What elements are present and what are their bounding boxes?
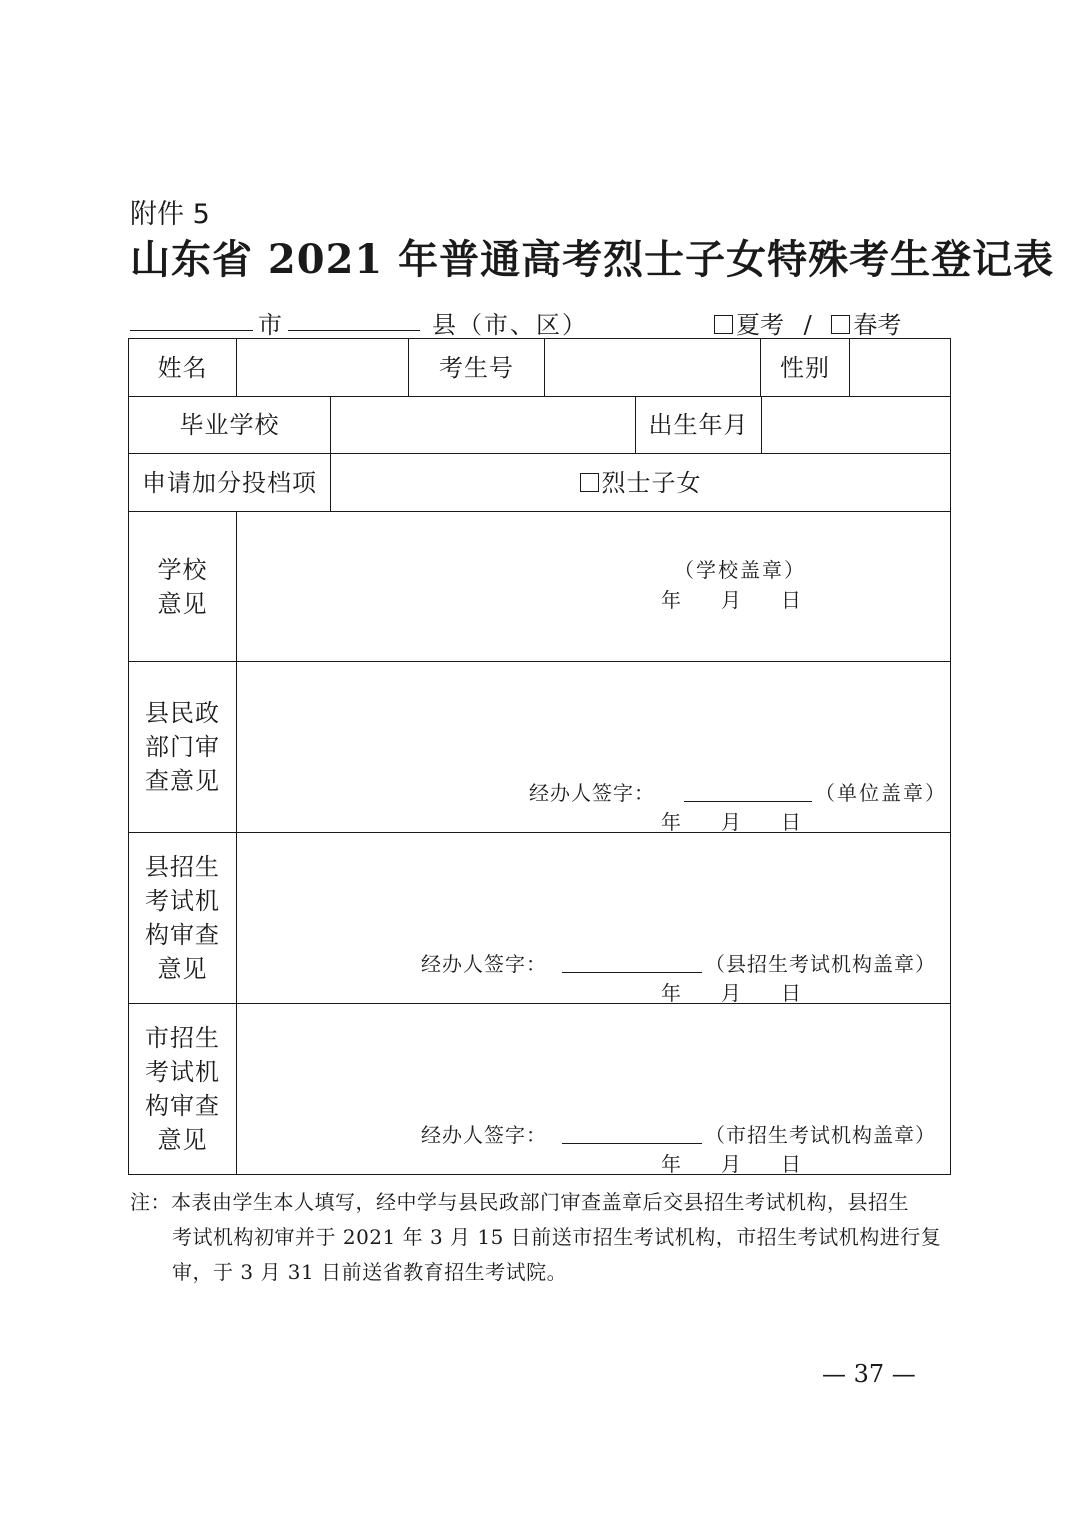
registration-form-table [128,338,951,1175]
row-divider [129,511,950,512]
exam-number-label: 考生号 [439,353,514,382]
school-opinion-label-line: 学校 [157,555,208,584]
county-exam-label-line: 意见 [157,955,208,983]
summer-exam-label: 夏考 [736,311,784,339]
county-exam-label-line: 构审查 [145,921,220,949]
row-divider [129,1003,950,1004]
county-label: 县（市、区） [432,311,588,339]
row-divider [129,661,950,662]
civil-affairs-seal-text: （单位盖章） [815,781,947,805]
school-opinion-label-line: 意见 [157,589,208,618]
civil-affairs-label-line: 县民政 [145,699,220,727]
exam-type-options [714,305,901,340]
city-exam-label-line: 构审查 [145,1092,220,1120]
martyr-children-checkbox[interactable] [580,473,599,492]
city-exam-opinion-label [129,1004,236,1174]
school-opinion-label [129,512,236,661]
county-exam-label-line: 考试机 [145,887,220,915]
city-blank[interactable] [130,330,253,331]
city-exam-signer-label: 经办人签字： [421,1123,547,1147]
city-exam-seal-text: （市招生考试机构盖章） [705,1123,936,1147]
name-field[interactable] [237,339,408,396]
civil-affairs-opinion-label [129,662,236,832]
birth-date-label: 出生年月 [648,411,749,439]
civil-affairs-date: 年 月 日 [661,810,801,834]
county-exam-label-line: 县招生 [145,853,220,881]
bonus-item-label: 申请加分投档项 [142,468,317,497]
note-line: 审，于 3 月 31 日前送省教育招生考试院。 [172,1260,568,1284]
city-exam-label-line: 意见 [157,1126,208,1154]
county-exam-signature-line[interactable] [562,972,702,973]
attachment-label: 附件 5 [130,199,210,230]
county-blank[interactable] [288,330,420,331]
school-seal-text: （学校盖章） [674,558,806,582]
gender-label: 性别 [780,353,830,382]
graduation-school-label: 毕业学校 [179,411,280,439]
birth-date-field[interactable] [762,397,950,453]
city-label: 市 [258,311,282,339]
county-exam-opinion-label [129,833,236,1003]
page-title: 山东省 2021 年普通高考烈士子女特殊考生登记表 [130,236,1055,283]
civil-affairs-label-line: 查意见 [145,767,220,795]
spring-exam-label: 春考 [853,311,902,339]
school-date: 年 月 日 [661,588,801,612]
civil-affairs-signature-line[interactable] [684,801,812,802]
graduation-school-field[interactable] [331,397,635,453]
gender-field[interactable] [850,339,950,396]
county-exam-signer-label: 经办人签字： [421,952,547,976]
row-divider [129,832,950,833]
civil-affairs-label-line: 部门审 [145,733,220,761]
name-label: 姓名 [157,353,208,382]
page-number: — 37 — [822,1360,916,1388]
county-exam-date: 年 月 日 [661,981,801,1005]
city-exam-signature-line[interactable] [562,1143,702,1144]
city-exam-label-line: 考试机 [145,1058,220,1086]
bonus-item-option [331,454,950,511]
col-divider [236,511,237,1174]
note-line: 考试机构初审并于 2021 年 3 月 15 日前送市招生考试机构，市招生考试机构进行复 [172,1225,942,1249]
county-exam-seal-text: （县招生考试机构盖章） [705,952,936,976]
martyr-children-label: 烈士子女 [601,468,702,497]
exam-number-field[interactable] [545,339,760,396]
city-exam-label-line: 市招生 [145,1024,220,1052]
city-exam-date: 年 月 日 [661,1152,801,1176]
civil-affairs-signer-label: 经办人签字： [529,781,655,805]
note-line: 注：本表由学生本人填写，经中学与县民政部门审查盖章后交县招生考试机构，县招生 [130,1190,909,1214]
summer-exam-checkbox[interactable] [714,315,733,334]
exam-type-separator: / [803,311,812,339]
spring-exam-checkbox[interactable] [831,315,850,334]
